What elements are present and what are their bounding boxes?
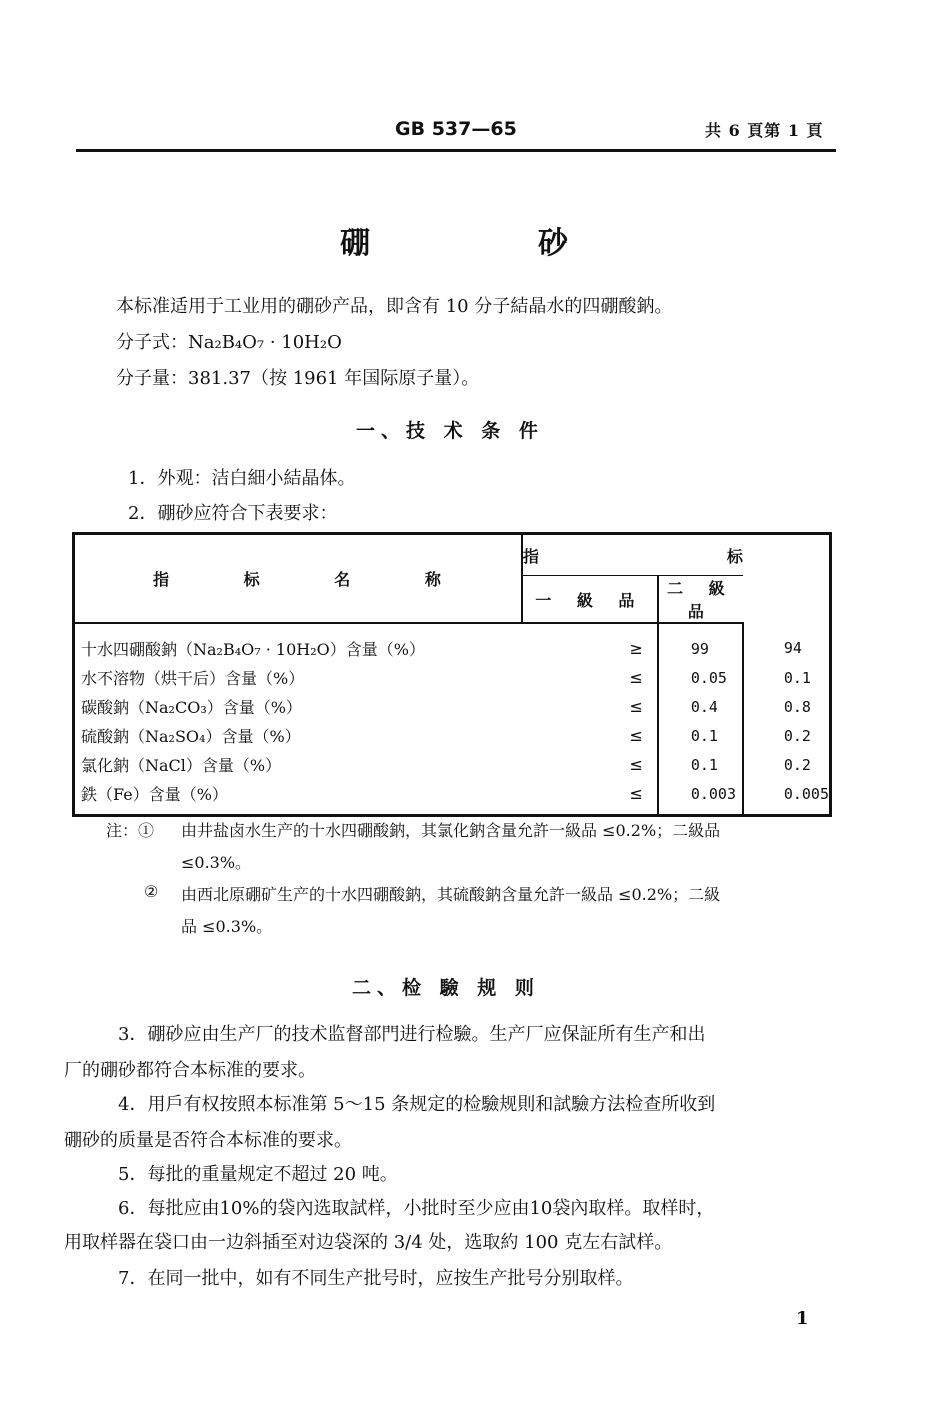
header-name-char-3: 名 [334,570,351,589]
header-group-char-2: 标 [726,546,743,566]
standard-code: GB 537—65 [395,118,517,140]
table-row [74,623,831,663]
header-grade-2: 二 級 品 [658,576,743,624]
row-grade-2: 0.2 [783,726,811,745]
note-1-line-1: 由井盐卤水生产的十水四硼酸鈉，其氯化鈉含量允許一級品 ≤0.2%；二級品 [181,821,721,840]
row-name: 碳酸鈉（Na₂CO₃）含量（%） [81,698,302,717]
row-grade-1: 0.4 [658,692,743,721]
page-info: 共 6 頁第 1 頁 [705,121,824,140]
row-name: 鉄（Fe）含量（%） [81,785,228,804]
note-2-marker: ② [144,882,159,901]
scope-text: 本标准适用于工业用的硼砂产品，即含有 10 分子結晶水的四硼酸鈉。 [116,296,673,317]
title-part-2: 砂 [538,226,568,261]
table-row [74,721,831,750]
para-7: 7．在同一批中，如有不同生产批号时，应按生产批号分别取样。 [118,1268,634,1289]
molecular-weight: 分子量：381.37（按 1961 年国际原子量）。 [116,368,480,389]
note-label: 注：① [106,821,155,840]
header-group-cell [522,534,743,576]
para-3-line-1: 3．硼砂应由生产厂的技术监督部門进行检驗。生产厂应保証所有生产和出 [118,1024,706,1045]
row-operator: ≤ [522,779,658,816]
row-name: 氯化鈉（NaCl）含量（%） [81,756,282,775]
header-name-cell [74,534,522,624]
spec-table [72,532,832,817]
header-name-char-2: 标 [243,570,260,589]
header-rule [76,149,836,152]
section-1-title: 一、技 术 条 件 [356,420,544,442]
row-name: 硫酸鈉（Na₂SO₄）含量（%） [81,727,301,746]
para-6-line-2: 用取样器在袋口由一边斜插至对边袋深的 3/4 处，选取約 100 克左右試样。 [64,1232,673,1253]
note-2-line-2: 品 ≤0.3%。 [181,917,273,936]
title-part-1: 硼 [340,226,370,261]
formula-label: 分子式： [116,332,188,353]
row-grade-1: 0.1 [658,721,743,750]
para-3-line-2: 厂的硼砂都符合本标准的要求。 [64,1060,316,1081]
row-grade-2: 0.1 [783,668,811,687]
formula-line [116,328,342,354]
row-grade-1: 0.05 [658,663,743,692]
para-4-line-1: 4．用戶有权按照本标准第 5～15 条规定的检驗规則和試驗方法检查所收到 [118,1094,716,1115]
row-grade-2: 0.8 [783,697,811,716]
header-group-char-1: 指 [522,546,539,566]
header-name-char-4: 称 [424,570,441,589]
row-operator: ≤ [522,663,658,692]
table-row [74,750,831,779]
para-5: 5．每批的重量规定不超过 20 吨。 [118,1164,398,1185]
page-number: 1 [796,1308,809,1329]
para-4-line-2: 硼砂的质量是否符合本标准的要求。 [64,1130,352,1151]
section-2-title: 二、检 驗 规 则 [352,977,540,999]
row-grade-2: 0.005 [783,784,829,803]
row-operator: ≤ [522,750,658,779]
note-2-line-1: 由西北原硼矿生产的十水四硼酸鈉，其硫酸鈉含量允許一級品 ≤0.2%；二級 [181,885,721,904]
row-operator: ≤ [522,721,658,750]
formula-value: Na₂B₄O₇ · 10H₂O [188,332,342,353]
row-grade-1: 99 [658,623,743,663]
row-name: 水不溶物（烘干后）含量（%） [81,669,305,688]
row-grade-2: 94 [783,639,802,657]
note-1-line-2: ≤0.3%。 [181,853,252,872]
table-row [74,663,831,692]
header-grade-1: 一 級 品 [522,576,658,624]
item-2: 2．硼砂应符合下表要求： [128,503,338,524]
row-name: 十水四硼酸鈉（Na₂B₄O₇ · 10H₂O）含量（%） [81,640,425,659]
row-grade-1: 0.1 [658,750,743,779]
row-operator: ≤ [522,692,658,721]
table-row [74,779,831,816]
header-name-char-1: 指 [153,570,170,589]
item-1: 1．外观：洁白細小結晶体。 [128,468,356,489]
row-grade-1: 0.003 [658,779,743,816]
para-6-line-1: 6．每批应由10%的袋內选取試样，小批时至少应由10袋內取样。取样时， [118,1198,715,1219]
table-row [74,692,831,721]
row-operator: ≥ [522,623,658,663]
row-grade-2: 0.2 [783,755,811,774]
